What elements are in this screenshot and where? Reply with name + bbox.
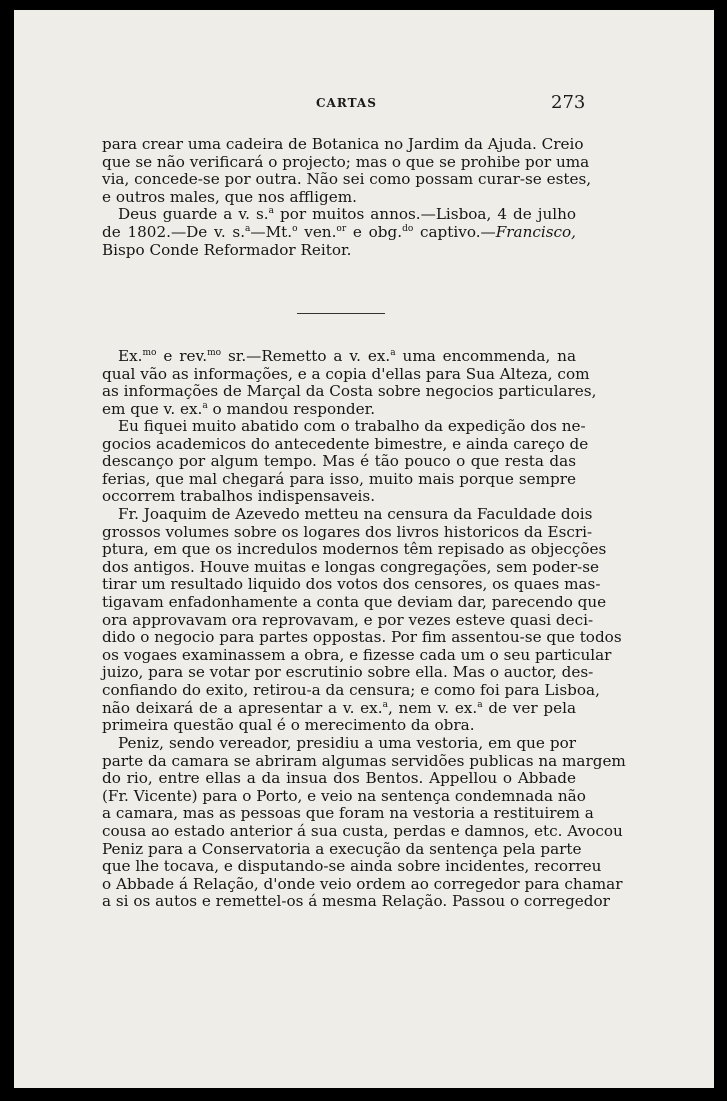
running-head: CARTAS [316,96,377,110]
text-line: do rio, entre ellas a da insua dos Bentos. Appellou o Abbade [102,769,576,788]
page-number: 273 [551,92,586,113]
text-line: que se não verificará o projecto; mas o que se prohibe por uma [102,152,590,171]
text-line: Ex.$^{mo}$ e rev.$^{mo}$ sr.—Remetto a v. ex.$^a$ uma encommenda, na [118,347,577,365]
letter-1-closing [102,135,592,259]
signature-name: Francisco, [495,222,576,241]
text-line: ptura, em que os incredulos modernos têm repisado as objecções [102,540,607,559]
section-divider [297,313,385,314]
text-line: em que v. ex.$^a$ o mandou responder. [102,399,376,418]
text-line: cousa ao estado anterior á sua custa, perdas e damnos, etc. Avocou [102,821,623,840]
text-line: (Fr. Vicente) para o Porto, e veio na sentença condemnada não [102,786,586,805]
text-line: qual vão as informações, e a copia d'ellas para Sua Alteza, com [102,364,590,383]
text-line: dido o negocio para partes oppostas. Por fim assentou-se que todos [102,628,622,647]
text-line: de 1802.—De v. s.$^a$—Mt.$^o$ ven.$^{or}$ e obg.$^{do}$ captivo.—Francisco, [102,222,576,241]
text-line: confiando do exito, retirou-a da censura; e como foi para Lisboa, [102,680,600,699]
text-line: as informações de Marçal da Costa sobre negocios particulares, [102,382,597,401]
text-line: o Abbade á Relação, d'onde veio ordem ao corregedor para chamar [102,874,623,893]
text-line: gocios academicos do antecedente bimestre, e ainda careço de [102,434,589,453]
text-line: tigavam enfadonhamente a conta que deviam dar, parecendo que [102,592,607,611]
text-line: não deixará de a apresentar a v. ex.$^a$, nem v. ex.$^a$ de ver pela [102,698,576,717]
text-line: tirar um resultado liquido dos votos dos censores, os quaes mas- [102,575,601,594]
text-line: Bispo Conde Reformador Reitor. [102,240,352,259]
text-line: e outros males, que nos affligem. [102,187,357,206]
text-line: Eu fiquei muito abatido com o trabalho da expedição dos ne- [118,417,586,435]
text-line: Peniz, sendo vereador, presidiu a uma vestoria, em que por [118,734,576,752]
text-line: para crear uma cadeira de Botanica no Jardim da Ajuda. Creio [102,135,584,153]
text-line: grossos volumes sobre os logares dos livros historicos da Escri- [102,522,593,541]
letter-2-paragraph-3 [102,505,622,735]
text-line: Fr. Joaquim de Azevedo metteu na censura da Faculdade dois [118,505,593,523]
text-line: ora approvavam ora reprovavam, e por vezes esteve quasi deci- [102,610,594,629]
text-line: occorrem trabalhos indispensaveis. [102,487,376,506]
text-line: via, concede-se por outra. Não sei como possam curar-se estes, [102,170,592,189]
text-line: que lhe tocava, e disputando-se ainda sobre incidentes, recorreu [102,857,602,876]
text-line: ferias, que mal chegará para isso, muito mais porque sempre [102,469,576,488]
text-line: os vogaes examinassem a obra, e fizesse cada um o seu particular [102,645,612,664]
text-line: a camara, mas as pessoas que foram na vestoria a restituirem a [102,804,594,823]
text-line: Deus guarde a v. s.$^a$ por muitos annos.—Lisboa, 4 de julho [118,205,577,224]
letter-2-paragraph-4 [102,734,626,911]
text-line: dos antigos. Houve muitas e longas congregações, sem poder-se [102,557,600,576]
text-line: parte da camara se abriram algumas servidões publicas na margem [102,751,626,770]
text-line: descanço por algum tempo. Mas é tão pouco o que resta das [102,452,576,471]
text-line: primeira questão qual é o merecimento da obra. [102,716,475,735]
text-line: juizo, para se votar por escrutinio sobre ella. Mas o auctor, des- [102,663,594,682]
book-page [14,10,714,1088]
text-line: Peniz para a Conservatoria a execução da sentença pela parte [102,839,582,858]
letter-2-paragraph-1 [102,347,597,418]
text-line: a si os autos e remettel-os á mesma Relação. Passou o corregedor [102,892,610,911]
page-header [14,92,714,116]
letter-2-paragraph-2 [102,417,589,506]
